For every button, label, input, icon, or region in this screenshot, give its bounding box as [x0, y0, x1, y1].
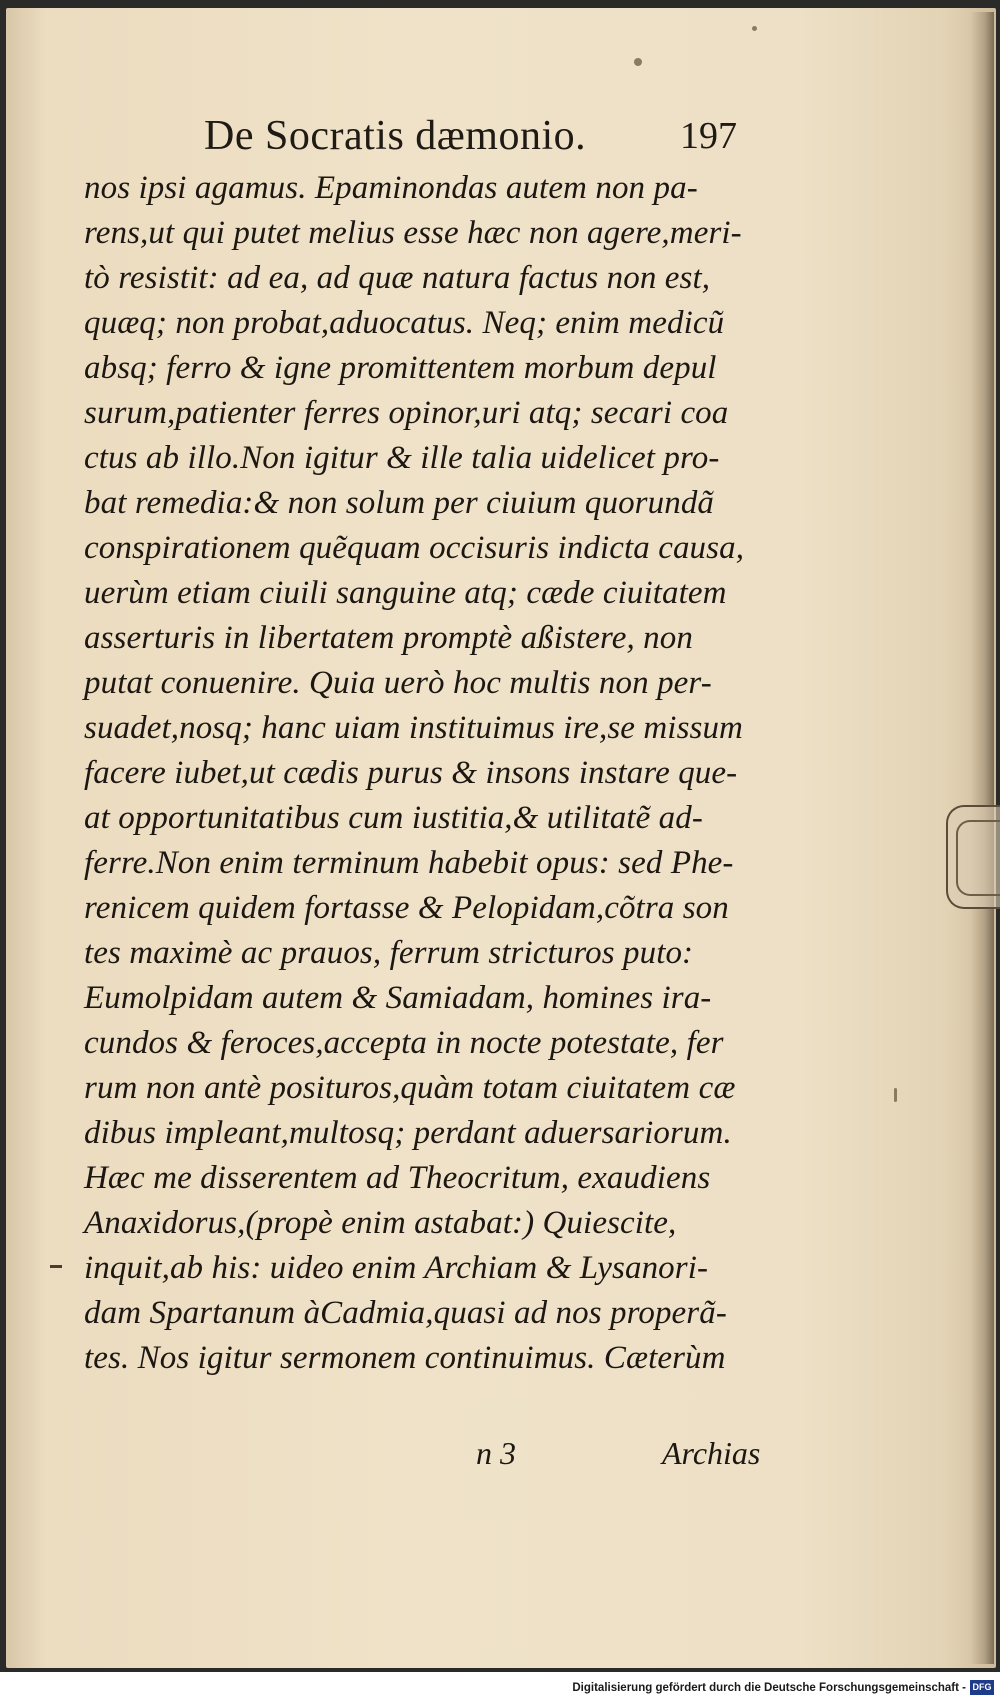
- text-line: quæq; non probat,aduocatus. Neq; enim medicũ: [84, 305, 725, 341]
- text-line: Eumolpidam autem & Samiadam, homines ira-: [84, 980, 712, 1016]
- margin-mark: [50, 1265, 62, 1268]
- text-line: dam Spartanum àCadmia,quasi ad nos properã-: [84, 1295, 727, 1331]
- text-line: putat conuenire. Quia uerò hoc multis non per-: [84, 665, 712, 701]
- ink-speck: [894, 1088, 897, 1102]
- text-line: Anaxidorus,(propè enim astabat:) Quiescite,: [84, 1205, 677, 1241]
- text-line: surum,patienter ferres opinor,uri atq; secari coa: [84, 395, 729, 431]
- text-line: facere iubet,ut cædis purus & insons instare que-: [84, 755, 738, 791]
- text-line: ferre.Non enim terminum habebit opus: sed Phe-: [84, 845, 734, 881]
- text-line: tò resistit: ad ea, ad quæ natura factus non est,: [84, 260, 711, 296]
- running-head: [204, 112, 764, 172]
- credit-bar: [0, 1672, 1000, 1708]
- text-line: nos ipsi agamus. Epaminondas autem non pa-: [84, 170, 698, 206]
- bookmark-tab-inner: [956, 820, 1000, 896]
- ink-speck: [752, 26, 757, 31]
- text-line: at opportunitatibus cum iustitia,& utilitatẽ ad-: [84, 800, 703, 836]
- text-line: conspirationem quẽquam occisuris indicta causa,: [84, 530, 745, 566]
- text-line: renicem quidem fortasse & Pelopidam,cõtra son: [84, 890, 729, 926]
- ink-speck: [634, 58, 642, 66]
- text-line: bat remedia:& non solum per ciuium quorundã: [84, 485, 715, 521]
- text-line: asserturis in libertatem promptè aßistere, non: [84, 620, 693, 656]
- text-line: uerùm etiam ciuili sanguine atq; cæde ciuitatem: [84, 575, 727, 611]
- text-line: tes. Nos igitur sermonem continuimus. Cæterùm: [84, 1340, 726, 1376]
- text-line: rum non antè posituros,quàm totam ciuitatem cæ: [84, 1070, 736, 1106]
- text-line: absq; ferro & igne promittentem morbum depul: [84, 350, 717, 386]
- running-title: De Socratis dæmonio.: [204, 113, 587, 159]
- text-line: inquit,ab his: uideo enim Archiam & Lysanori-: [84, 1250, 709, 1286]
- catchword: Archias: [662, 1435, 761, 1471]
- body-text: [84, 168, 784, 1388]
- page-number: 197: [680, 115, 737, 157]
- dfg-credit-text: Digitalisierung gefördert durch die Deutsche Forschungsgemeinschaft -: [572, 1682, 966, 1694]
- text-line: dibus impleant,multosq; perdant aduersariorum.: [84, 1115, 732, 1151]
- text-line: suadet,nosq; hanc uiam instituimus ire,se missum: [84, 710, 743, 746]
- signature-mark: n 3: [476, 1435, 516, 1471]
- text-line: tes maximè ac prauos, ferrum stricturos puto:: [84, 935, 694, 971]
- text-line: rens,ut qui putet melius esse hæc non agere,meri-: [84, 215, 742, 251]
- text-line: Hæc me disserentem ad Theocritum, exaudiens: [84, 1160, 711, 1196]
- text-line: ctus ab illo.Non igitur & ille talia uidelicet pro-: [84, 440, 720, 476]
- text-line: cundos & feroces,accepta in nocte potestate, fer: [84, 1025, 724, 1061]
- dfg-logo-icon: DFG: [970, 1680, 994, 1695]
